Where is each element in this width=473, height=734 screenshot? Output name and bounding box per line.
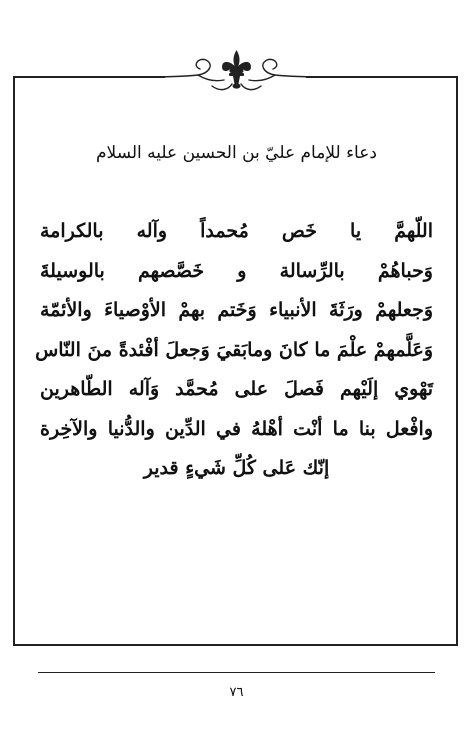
verse-line: إنّك عَلى كُلِّ شَيءٍ قدير xyxy=(143,457,330,479)
footer-rule xyxy=(38,672,435,673)
verse-line: تَهْوي إلَيْهم فَصلَ على مُحمَّد وَآله الطّاهرين xyxy=(40,378,433,400)
verse-line: وَحباهُمْ بالرِّسالة و خَصَّصهم بالوسيلةَ xyxy=(40,259,433,282)
prayer-verses xyxy=(35,212,433,489)
fleur-de-lis-ornament xyxy=(140,46,333,102)
verse-line: اللّهمَّ يا خَص مُحمداً وآله بالكرامة xyxy=(40,220,433,242)
verse-line: وَجعلهمْ ورَثَةَ الأنبياء وَخَتم بهمْ الأوْصياءَ والأئمّة xyxy=(40,299,433,321)
page-number: ٧٦ xyxy=(229,685,244,700)
verse-line: وَعَلَّمهمْ علْمَ ما كانَ ومابَقيَ وَجعلَ أفْئدةً منَ النّاس xyxy=(35,338,433,361)
prayer-title: دعاء للإمام عليّ بن الحسين عليه السلام xyxy=(96,143,377,163)
verse-line: وافْعل بنا ما أنْت أهْلهُ في الدِّين والدُّنيا والآخِرة xyxy=(40,417,433,440)
